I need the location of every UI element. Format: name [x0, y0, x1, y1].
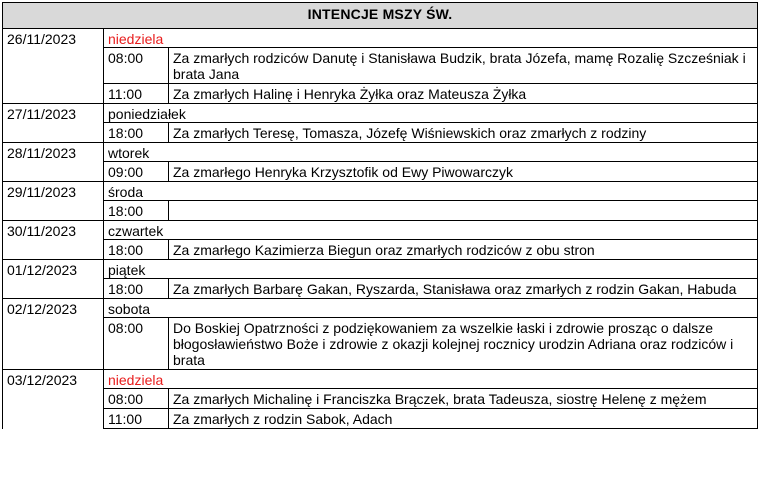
mass-time: 18:00 — [104, 279, 169, 299]
mass-intention: Za zmarłych z rodzin Sabok, Adach — [169, 409, 758, 429]
mass-row — [3, 279, 758, 299]
date-cell: 28/11/2023 — [3, 143, 104, 162]
day-row — [3, 104, 758, 123]
empty-cell — [3, 201, 104, 221]
mass-intention — [169, 201, 758, 221]
day-row — [3, 260, 758, 279]
weekday-cell: wtorek — [104, 143, 758, 162]
page-title: INTENCJE MSZY ŚW. — [3, 3, 758, 29]
mass-intention: Do Boskiej Opatrzności z podziękowaniem za wszelkie łaski i zdrowie prosząc o dalsze błogosławieństwo Boże i zdrowie z okazji kolejnej rocznicy urodzin Adriana oraz rodziców i brata — [169, 318, 758, 370]
mass-time: 09:00 — [104, 162, 169, 182]
mass-time: 18:00 — [104, 240, 169, 260]
mass-row — [3, 409, 758, 429]
mass-time: 18:00 — [104, 201, 169, 221]
mass-time: 11:00 — [104, 409, 169, 429]
mass-intention: Za zmarłych Teresę, Tomasza, Józefę Wiśniewskich oraz zmarłych z rodziny — [169, 123, 758, 143]
mass-row — [3, 84, 758, 104]
mass-intention: Za zmarłych Barbarę Gakan, Ryszarda, Stanisława oraz zmarłych z rodzin Gakan, Habuda — [169, 279, 758, 299]
empty-cell — [3, 389, 104, 409]
mass-row — [3, 123, 758, 143]
weekday-cell: poniedziałek — [104, 104, 758, 123]
day-row — [3, 370, 758, 389]
mass-intentions-table — [2, 2, 758, 429]
weekday-cell: niedziela — [104, 29, 758, 48]
empty-cell — [3, 240, 104, 260]
mass-row — [3, 201, 758, 221]
date-cell: 30/11/2023 — [3, 221, 104, 240]
empty-cell — [3, 279, 104, 299]
mass-time: 08:00 — [104, 389, 169, 409]
mass-row — [3, 162, 758, 182]
mass-intention: Za zmarłych Halinę i Henryka Żyłka oraz Mateusza Żyłka — [169, 84, 758, 104]
weekday-cell: piątek — [104, 260, 758, 279]
day-row — [3, 29, 758, 48]
date-cell: 27/11/2023 — [3, 104, 104, 123]
empty-cell — [3, 123, 104, 143]
empty-cell — [3, 409, 104, 429]
day-row — [3, 143, 758, 162]
mass-row — [3, 318, 758, 370]
date-cell: 02/12/2023 — [3, 299, 104, 318]
date-cell: 26/11/2023 — [3, 29, 104, 48]
mass-intention: Za zmarłych rodziców Danutę i Stanisława Budzik, brata Józefa, mamę Rozalię Szcześniak i brata Jana — [169, 48, 758, 84]
weekday-cell: środa — [104, 182, 758, 201]
weekday-cell: czwartek — [104, 221, 758, 240]
mass-row — [3, 389, 758, 409]
empty-cell — [3, 48, 104, 84]
day-row — [3, 182, 758, 201]
mass-time: 18:00 — [104, 123, 169, 143]
mass-intention: Za zmarłych Michalinę i Franciszka Brączek, brata Tadeusza, siostrę Helenę z mężem — [169, 389, 758, 409]
date-cell: 03/12/2023 — [3, 370, 104, 389]
mass-intention: Za zmarłego Henryka Krzysztofik od Ewy Piwowarczyk — [169, 162, 758, 182]
empty-cell — [3, 318, 104, 370]
empty-cell — [3, 162, 104, 182]
mass-intention: Za zmarłego Kazimierza Biegun oraz zmarłych rodziców z obu stron — [169, 240, 758, 260]
mass-row — [3, 240, 758, 260]
day-row — [3, 221, 758, 240]
date-cell: 29/11/2023 — [3, 182, 104, 201]
weekday-cell: sobota — [104, 299, 758, 318]
date-cell: 01/12/2023 — [3, 260, 104, 279]
weekday-cell: niedziela — [104, 370, 758, 389]
mass-time: 11:00 — [104, 84, 169, 104]
day-row — [3, 299, 758, 318]
empty-cell — [3, 84, 104, 104]
mass-row — [3, 48, 758, 84]
mass-time: 08:00 — [104, 318, 169, 370]
title-row — [3, 3, 758, 29]
mass-time: 08:00 — [104, 48, 169, 84]
